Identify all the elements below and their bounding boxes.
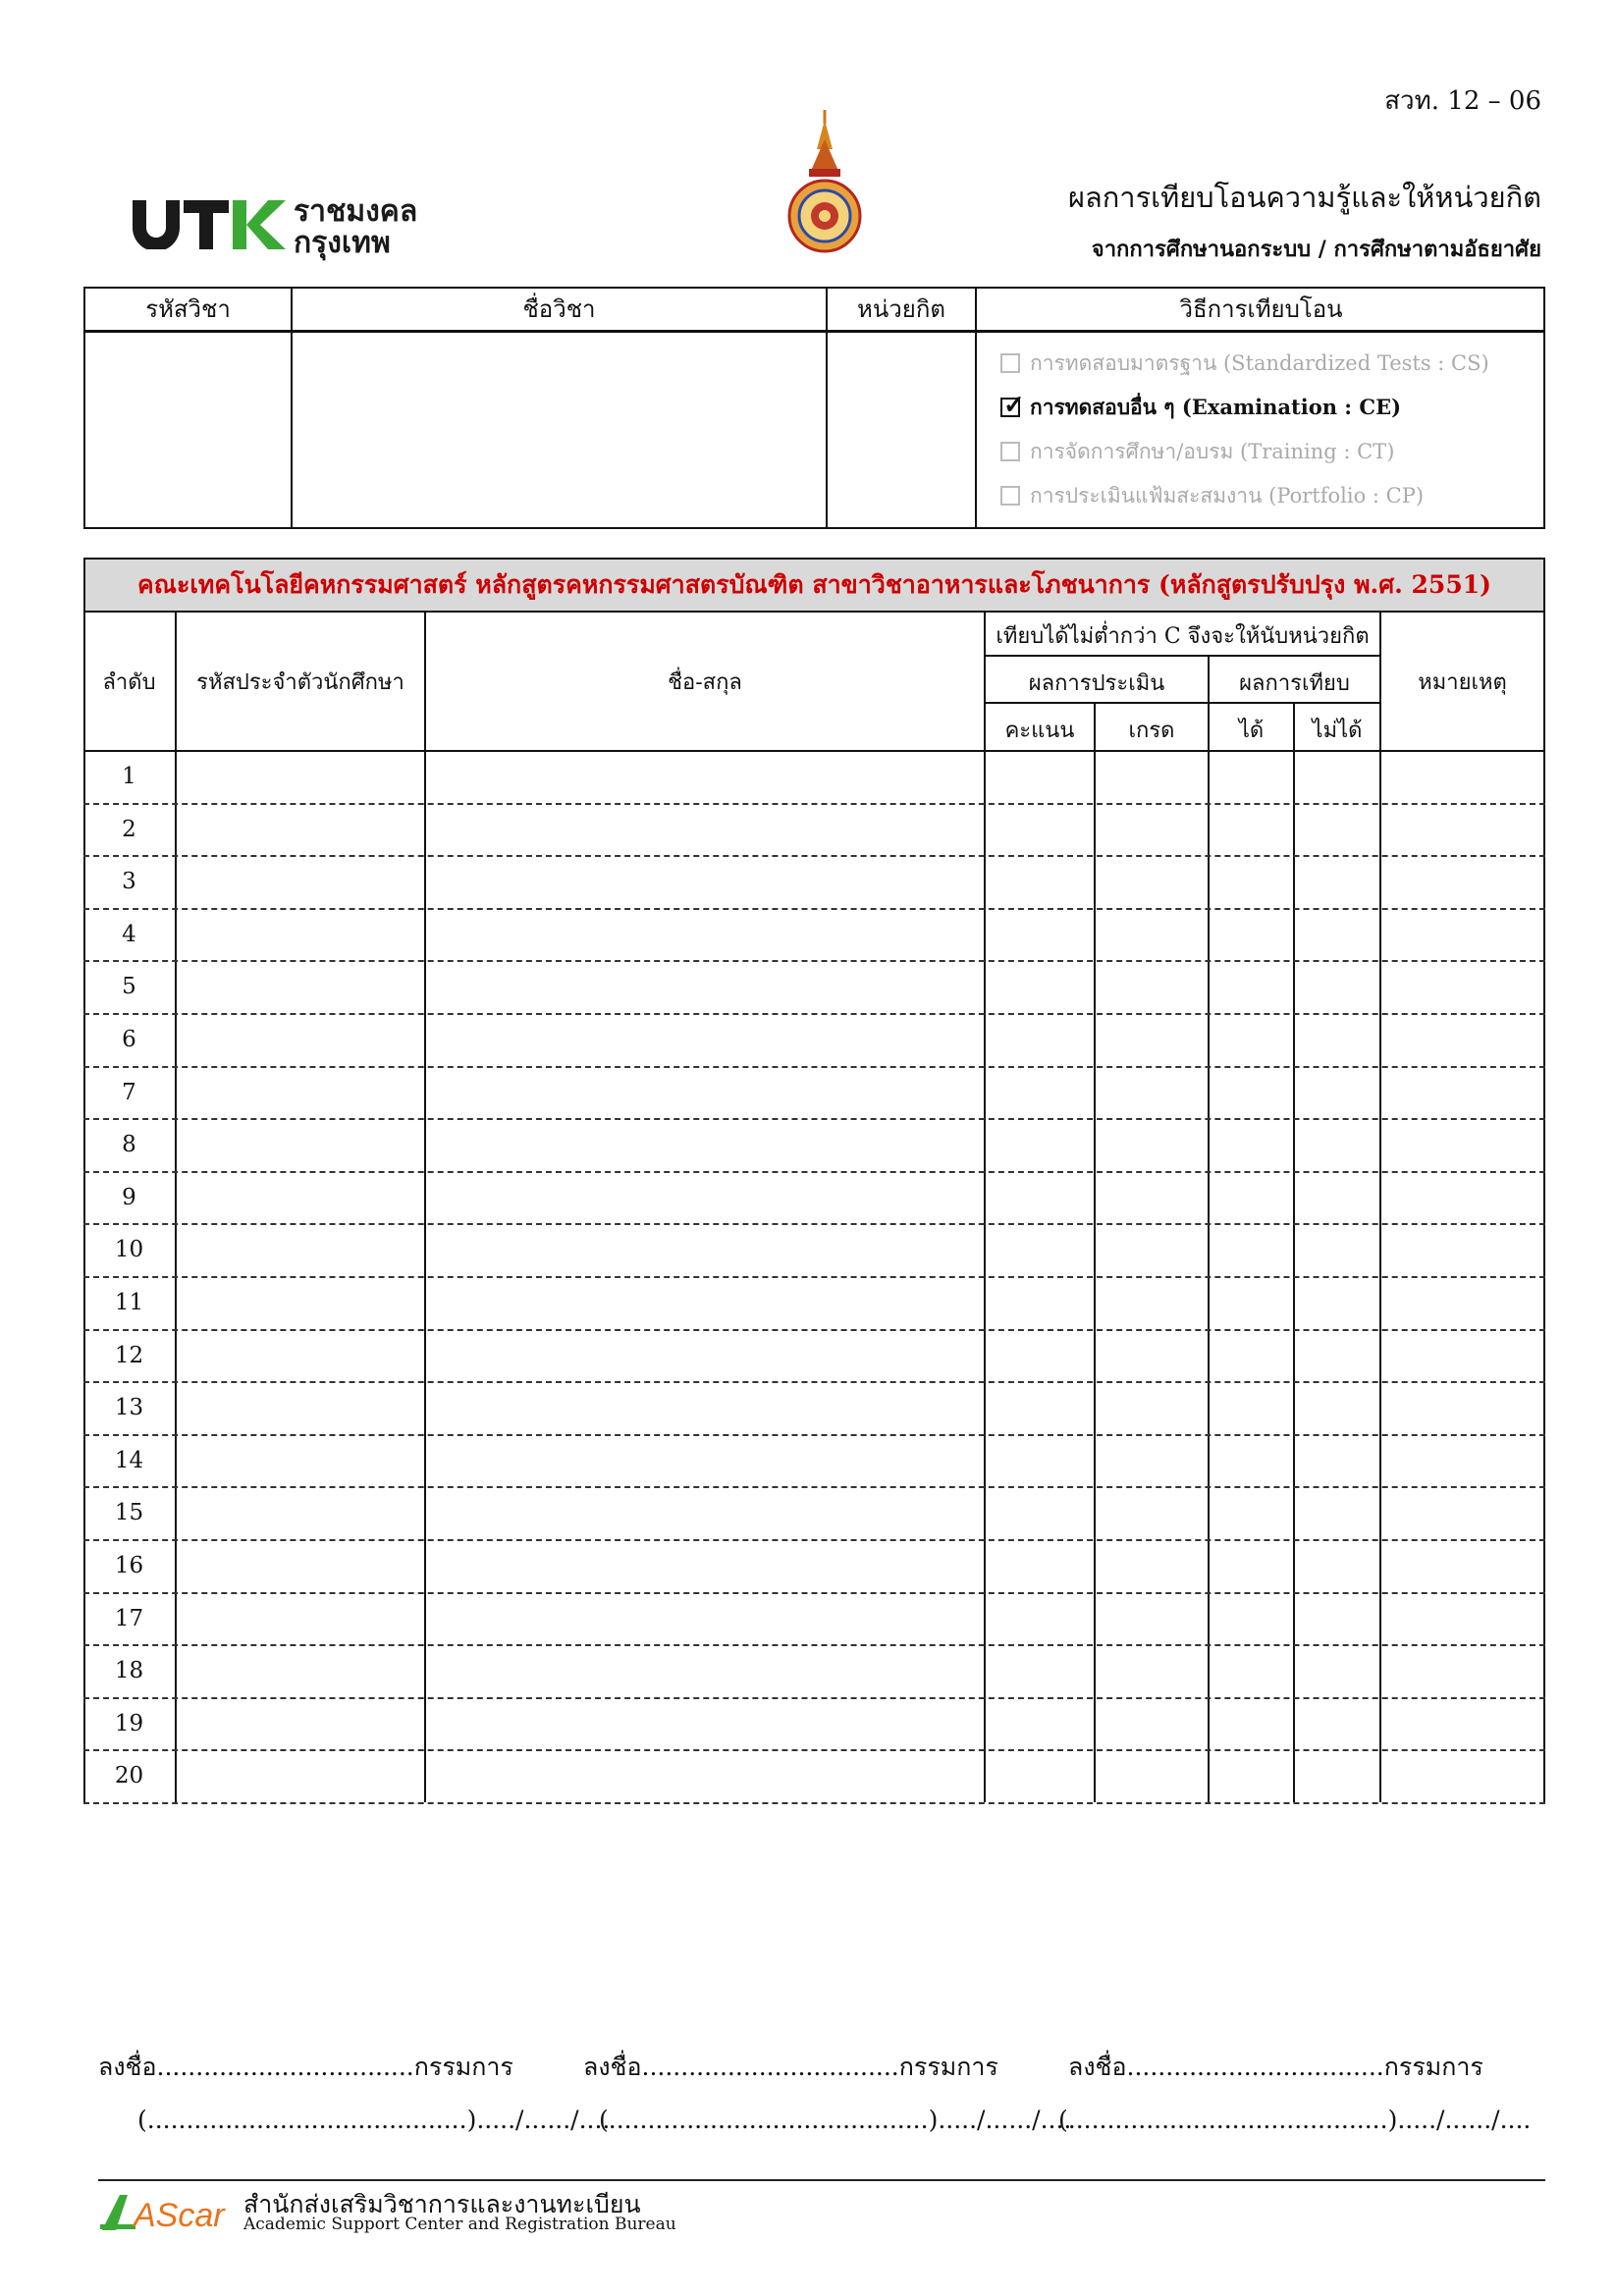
row-divider (83, 908, 1545, 910)
row-divider (83, 750, 1545, 752)
header-pass: ได้ (1238, 719, 1265, 743)
table-row-number: 6 (122, 1027, 136, 1052)
row-divider (984, 655, 1379, 657)
header-score: คะแนน (1004, 719, 1075, 743)
header-grade: เกรด (1128, 719, 1175, 743)
transfer-results-table (83, 611, 1545, 1802)
office-name-english: Academic Support Center and Registration Bureau (243, 2215, 676, 2234)
header-transfer-method: วิธีการเทียบโอน (1179, 295, 1343, 323)
ascar-logo (100, 2191, 238, 2238)
col-divider (424, 611, 426, 1802)
row-divider (83, 1171, 1545, 1173)
table-row-number: 9 (122, 1184, 136, 1210)
table-row-number: 1 (122, 764, 136, 789)
row-divider (83, 1329, 1545, 1331)
table-row-number: 14 (114, 1447, 144, 1473)
university-emblem-icon (776, 110, 874, 253)
utk-logo-line2: กรุงเทพ (294, 226, 391, 260)
col-divider (1208, 655, 1210, 1802)
header-assessment: ผลการประเมิน (1028, 671, 1165, 696)
table-divider (85, 330, 1543, 333)
faculty-program-banner: คณะเทคโนโลยีคหกรรมศาสตร์ หลักสูตรคหกรรมศาสตรบัณฑิต สาขาวิชาอาหารและโภชนาการ (หลักสูตรปรับปรุง พ.ศ. 2551) (83, 558, 1545, 613)
col-divider (1293, 702, 1295, 1802)
table-row-number: 10 (114, 1237, 144, 1263)
col-divider (1379, 611, 1381, 1802)
utk-logo (131, 190, 435, 260)
footer-divider (98, 2179, 1545, 2181)
col-divider (1094, 702, 1096, 1802)
table-row-number: 2 (122, 816, 136, 842)
row-divider (83, 1539, 1545, 1541)
row-divider (83, 803, 1545, 805)
header-credits: หน่วยกิต (857, 295, 945, 323)
method-examination[interactable]: ✓การทดสอบอื่น ๆ (Examination : CE) (1000, 392, 1401, 427)
utk-logo-line1: ราชมงคล (294, 194, 418, 229)
row-divider (984, 702, 1379, 704)
header-fail: ไม่ได้ (1312, 719, 1363, 743)
table-row-number: 12 (114, 1342, 144, 1368)
document-subtitle: จากการศึกษานอกระบบ / การศึกษาตามอัธยาศัย (1091, 237, 1541, 262)
table-row-number: 13 (114, 1395, 144, 1421)
table-row-number: 7 (122, 1079, 136, 1105)
checkbox-icon[interactable] (1000, 353, 1020, 373)
row-divider (83, 1013, 1545, 1015)
utk-logo-mark (131, 194, 288, 249)
method-portfolio[interactable]: การประเมินแฟ้มสะสมงาน (Portfolio : CP) (1000, 480, 1424, 515)
document-title: ผลการเทียบโอนความรู้และให้หน่วยกิต (1067, 181, 1541, 214)
table-row-number: 18 (114, 1658, 144, 1684)
row-divider (83, 1066, 1545, 1068)
row-divider (83, 1118, 1545, 1120)
header-no: ลำดับ (102, 670, 156, 695)
row-divider (83, 1592, 1545, 1594)
table-row-number: 8 (122, 1132, 136, 1158)
table-row-number: 3 (122, 869, 136, 895)
checkbox-icon[interactable] (1000, 442, 1020, 461)
table-row-number: 19 (114, 1710, 144, 1736)
row-divider (83, 1434, 1545, 1436)
table-row-number: 20 (114, 1763, 144, 1789)
header-transfer-result: ผลการเทียบ (1239, 671, 1350, 696)
header-course-code: รหัสวิชา (145, 295, 231, 323)
form-code: สวท. 12 – 06 (1384, 86, 1541, 116)
signature-date-3: (.........................................)...../....../.... (1058, 2106, 1532, 2134)
checkbox-checked-icon[interactable] (1000, 398, 1020, 417)
row-divider (83, 1644, 1545, 1646)
method-standardized-tests[interactable]: การทดสอบมาตรฐาน (Standardized Tests : CS) (1000, 347, 1489, 383)
table-row-number: 17 (114, 1605, 144, 1631)
office-name-thai: สำนักส่งเสริมวิชาการและงานทะเบียน (243, 2190, 641, 2218)
row-divider (83, 1697, 1545, 1699)
row-divider (83, 1749, 1545, 1751)
method-training[interactable]: การจัดการศึกษา/อบรม (Training : CT) (1000, 436, 1394, 471)
table-border (1543, 611, 1545, 1802)
signature-line-1: ลงชื่อ.................................กรรมการ (98, 2053, 513, 2081)
row-divider (83, 855, 1545, 857)
ascar-logo-text: AScar (134, 2197, 225, 2234)
row-divider (83, 1381, 1545, 1383)
header-credit-condition: เทียบได้ไม่ต่ำกว่า C จึงจะให้นับหน่วยกิต (996, 624, 1370, 649)
table-row-number: 4 (122, 921, 136, 947)
table-row-number: 5 (122, 974, 136, 1000)
row-divider (83, 960, 1545, 962)
row-divider (83, 1276, 1545, 1278)
row-divider (83, 1486, 1545, 1488)
table-row-number: 11 (114, 1290, 144, 1315)
course-info-table (83, 287, 1545, 529)
header-course-name: ชื่อวิชา (522, 295, 596, 323)
checkbox-icon[interactable] (1000, 486, 1020, 506)
signature-date-1: (.........................................)...../....../.... (137, 2106, 611, 2134)
signature-date-2: (.........................................)...../....../.... (599, 2106, 1072, 2134)
header-full-name: ชื่อ-สกุล (668, 670, 742, 695)
header-remark: หมายเหตุ (1418, 670, 1507, 695)
signature-line-3: ลงชื่อ.................................กรรมการ (1068, 2053, 1483, 2081)
col-divider (175, 611, 177, 1802)
row-divider (83, 1802, 1545, 1804)
header-student-id: รหัสประจำตัวนักศึกษา (196, 670, 404, 695)
row-divider (83, 1223, 1545, 1225)
signature-line-2: ลงชื่อ.................................กรรมการ (583, 2053, 998, 2081)
table-row-number: 16 (114, 1553, 144, 1578)
col-divider (984, 611, 986, 1802)
table-row-number: 15 (114, 1500, 144, 1526)
